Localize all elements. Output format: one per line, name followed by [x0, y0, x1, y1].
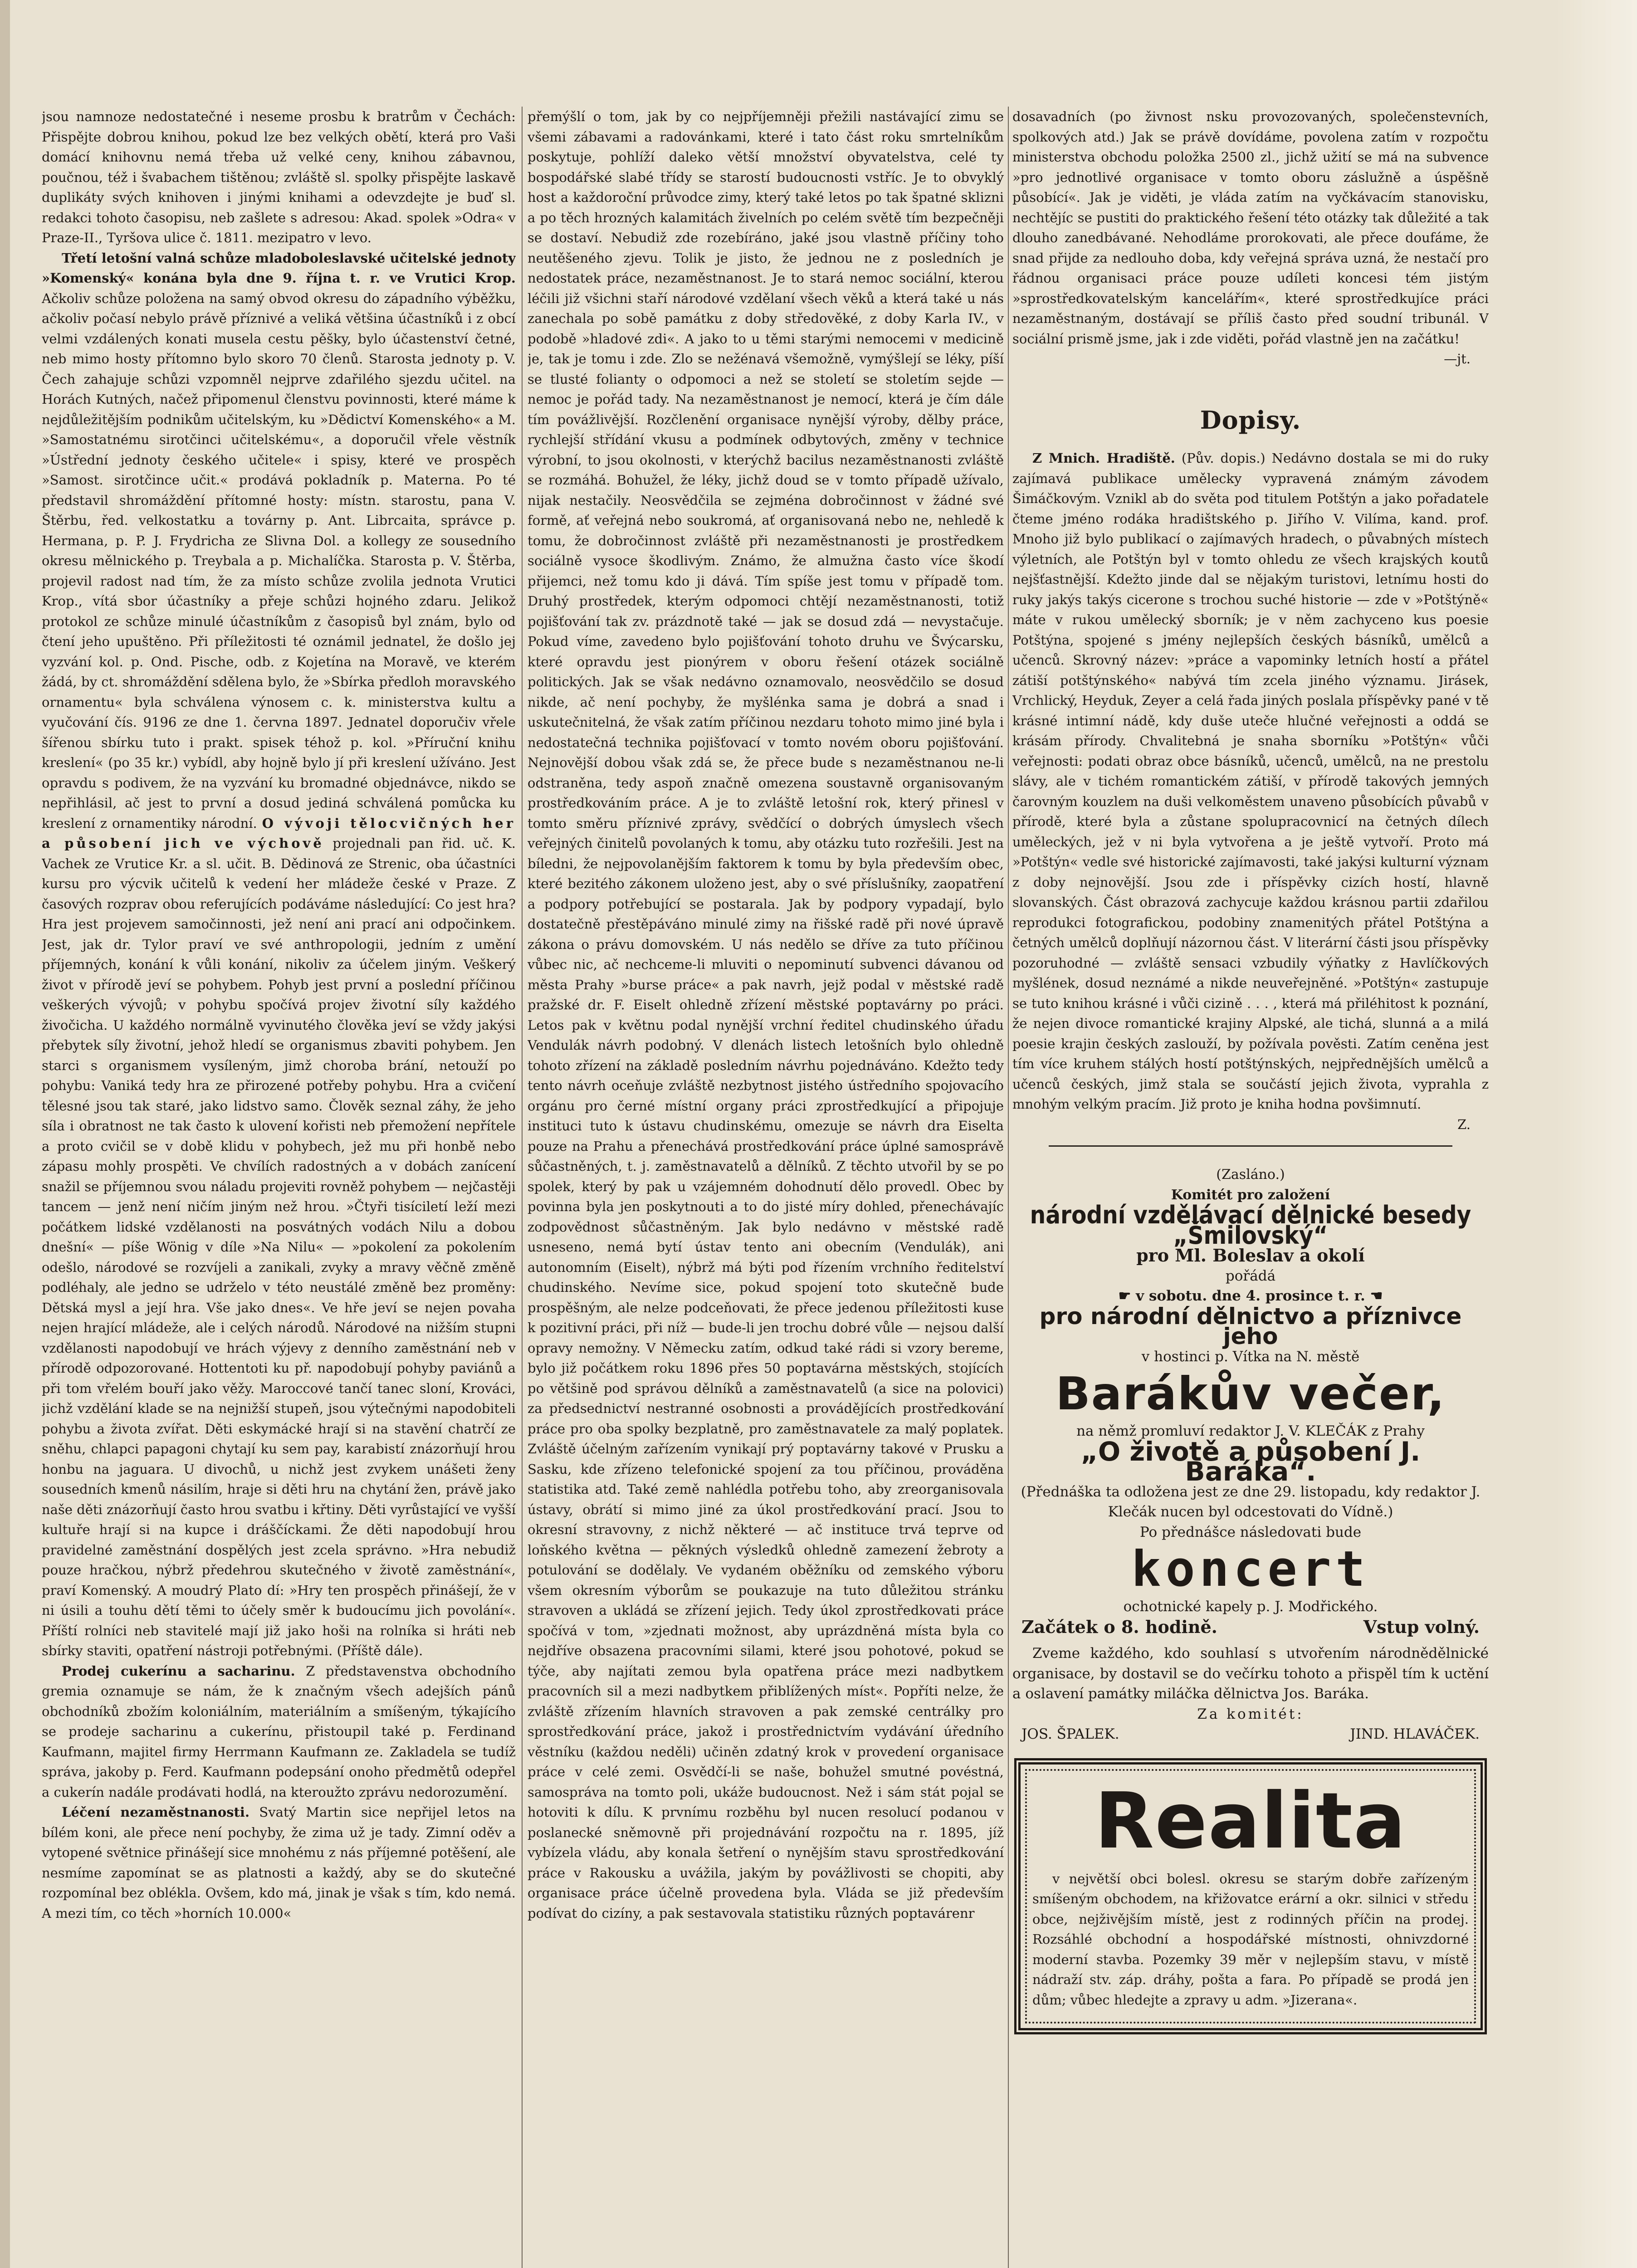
article-body: (Pův. dopis.) Nedávno dostala se mi do ruky zajímavá publikace umělecky vypravená známým závodem Šimáčkovým. Vznikl ab do světa pod titulem Potštýn a jako pořadatele čteme jméno rodáka hradištského p. Jiřího V. Vilíma, kand. prof. Mnoho již bylo publikací o zajímavých hradech, o půvabných místech výletních, ale Potštýn byl v tomto ohledu ze všech krajských koutů nejšťastnější. Kdežto jinde dal se nějakým turistovi, letnímu hosti do ruky jakýs takýs cicerone s trochou suché historie — zde v »Potštýně« máte v rukou umělecký sborník; je v něm zachyceno kus poesie Potštýna, spojené s jmény nejlepších českých básníků, umělců a učenců. Skrovný název: »práce a vapominky letních hostí a přátel zátiší potštýnského« nabývá tím zcela jiného významu. Jirásek, Vrchlický, Heyduk, Zeyer a celá řada jiných poslala příspěvky pané v tě krásné intimní nádě, kdy duše uteče hlučné veřejnosti a oddá se krásám přírody. Chvalitebná je snaha sborníku »Potštýn« vůči veřejnosti: podati obraz obce básníků, učenců, umělců, na ne prestolu slávy, ale v tichém romantickém zátiší, v přírodě takových jemných čarovným kouzlem na duši velkoměstem unaveno působících půvabů v přírodě, které byla a zůstane spolupracovnicí na četných dílech uměleckých, jež v ni byla vytvořena a je ještě vytvoří. Proto má »Potštýn« vedle své historické zajímavosti, také jakýsi kulturní význam z doby nejnovější. Jsou zde i příspěvky cizích hostí, hlavně slovanských. Část obrazová zachycuje každou krásnou partii zdařilou reprodukci fotografickou, podobiny znamenitých přátel Potštýna a četných umělců doplňují názornou část. V literární části jsou příspěvky pozoruhodné — zvláště sensaci vzbudily výňatky z Havlíčkových myšlének, dosud neznámé a nikde neuveřejněné. »Potštýn« zastupuje se tuto knihou krásné i vůči cizině . . . , která má přiléhitost k poznání, že nejen divoce romantické krajiny Alpské, ale tichá, slunná a a milá poesie krajin českých zaslouží, by požívala pověsti. Zatím ceněna jest tím více kruhem stálých hostí potštýnských, nejpřednějších umělců a učenců českých, jimž stala se součástí jejich života, vyprahla z mnohým velkým pracím. Již proto je kniha hodna povšimnutí.	[1012, 450, 1489, 1112]
ad-line: Po přednášce následovati bude	[1139, 1524, 1362, 1540]
ad-line: ☛ v sobotu. dne 4. prosince t. r. ☚	[1118, 1288, 1383, 1304]
article-text: přemýšlí o tom, jak by co nejpříjemněji přežili nastávající zimu se všemi zábavami a radovánkami, které i tato část roku smrtelníkům poskytuje, pohlíží daleko větší množství obyvatelstva, celé ty bospodářské slabé třídy se starostí budoucnosti vstříc. Je to obvyklý host a každoroční průvodce zimy, který také letos po tak špatné sklizni a po těch hrozných kalamitách živelních po celém světě tím bezpečněji se dostaví. Nebudiž zde rozebíráno, jaké jsou vlastně příčiny toho neutěšeného zjevu. Tolik je jisto, že jednou ne z posledních je nedostatek práce, nezaměstnanost. Je to stará nemoc sociální, kterou léčili již všichni staří národové vzdělaní všech věků a která také u nás zanechala po sobě památku z doby středověké, z doby Karla IV., v podobě »hladové zdi«. A jako to u těmi starými nemocemi v medicině je, tak je tomu i zde. Zlo se nežénavá všemožně, vymýšlejí se léky, píší se tlusté folianty o odpomoci a než se století se stoletím sejde — nemoc je pořád tady. Na nezaměstnanost je nemocí, která je čím dále tím povážlivější. Rozčlenění organisace nynější výroby, dělby práce, rychlejší střídání vkusu a podmínek odbytových, změny v technice výrobní, to jsou okolnosti, v kterýchž bacilus nezaměstnanosti zvláště se rozmáhá. Bohužel, že léky, jichž doud se v tomto případě užívalo, nijak nestačily. Neosvědčila se zejména dobročinnost v žádné své formě, ať veřejná nebo soukromá, ať organisovaná nebo ne, nehledě k tomu, že dobročinnost zvláště při nezaměstnanosti je prostředkem sociálně vysoce škodlivým. Známo, že almužna často více škodí přijemci, než tomu kdo ji dává. Tím spíše jest tomu v případě tom. Druhý prostředek, kterým odpomoci chtějí nezaměstnanosti, totiž pojišťování tak zv. prázdnotě také — jak se dosud zdá — nevystačuje. Pokud víme, zavedeno bylo pojišťování tohoto druhu ve Švýcarsku, které opravdu jest pionýrem v oboru řešení otázek sociálně politických. Jak se však nedávno oznamovalo, neosvědčilo se dosud nikde, ač není pochyby, že myšlénka sama je dobrá a snad i uskutečnitelná, že však zatím příčinou nezdaru tohoto mimo jiné byla i nedostatečná technika pojišťovací v tomto novém oboru pojišťování. Nejnovější dobou však zdá se, že přece bude s nezaměstnanou ne-li odstraněna, tedy aspoň značně omezena soustavně organisovaným prostředkováním práce. A je to zvláště letošní rok, který přinesl v tomto směru příznivé zprávy, svědčící o dobrých úmyslech všech veřejných činitelů povolaných k tomu, aby otázku tuto rozřešili. Jest na bíledni, že nejpovolanějším faktorem k tomu by byla především obec, které bezitého zákonem uloženo jest, aby o své příslušníky, zaopatření a podpory potřebující se postarala. Jak by podpory vypadají, bylo dostatečně přestěpáváno minulé zimy na řišské radě při nové úpravě zákona o právu domovském. U nás nedělo se dříve za tuto příčinou vůbec nic, ač nechceme-li mluviti o nepominutí subvenci dávanou od města Prahy »burse práce« a pak navrh, jejž podal v městské radě pražské dr. F. Eiselt ohledně zřízení městské poptavárny po práci. Letos pak v květnu podal nynější vrchní ředitel chudinského úřadu Vendulák návrh podobný. V dlenách listech letošních bylo ohledně tohoto zřízení na základě posledním návrhu pojednáváno. Kdežto tedy tento návrh oceňuje zvláště nezbytnost jistého ústředního spojovacího orgánu pro černé místní organy práci zprostředkující a připojuje instituci tuto k ústavu chudinskému, omezuje se návrh dra Eiselta pouze na Prahu a přenechává prostředkování práce úplné samosprávě sůčastněných, t. j. zaměstnavatelů a dělníků. Z těchto utvořil by se po spolek, který by pak u vzájemném dohodnutí dělo provedl. Obec by povinna byla jen poskytnouti a to do jisté míry dohled, přenechávajíc zodpovědnost sůčastněným. Jak bylo nedávno v městské radě usneseno, nemá bytí ústav tento ani obecním (Vendulák), ani autonomním (Eiselt), nýbrž má býti pod řízením vrchního ředitelství chudinského. Nevíme sice, pokud spojení toto skutečně bude prospěšným, ale nelze podceňovati, že přece jedenou příležitosti kuse k pozitivní práci, při níž — bude-li jen trochu dobré vůle — nejsou další opravy nemožny. V Německu zatím, odkud také rádi si vzory bereme, bylo již počátkem roku 1896 přes 50 poptavárna městských, stojících po většině pod správou dělníků a zaměstnavatelů (a sice na polovici) za předsednictví nestranné osobnosti a provádějících prostředkování práce pro oba spolky bezplatně, pro zaměstnavatele za malý poplatek. Zvláště účelným zařízením vynikají prý poptavárny takové v Prusku a Sasku, kde zřízeno telefonické spojení za tou příčinou, prováděna statistika atd. Také země nahlédla potřebu toho, aby zreorganisovala ústavy, obrátí si mimo jiné za úkol prostředkování prací. Jsou to okresní stravovny, z nichž některé — ač instituce trvá teprve od loňského května — pěkných výsledků ohledně zamezení žebroty a potulování se dodělaly. Ve vydaném oběžníku od zemského výboru všem okresním výborům se poukazuje na tuto důležitou stránku stravoven a ukládá se zřízení jejich. Tedy úkol zprostředkovati práce spočívá v tom, »zjednati možnost, aby uprázdněná místa byla co nejdříve obsazena pracovními silami, které jsou pohotové, pokud se týče, aby najítati zemou byla opatřena práce mezi nadbytkem pracovních sil a mezi nadbytkem přiblížených míst«. Popříti nelze, že zvláště zřízením hlavních stravoven a pak zemské centrálky pro sprostředkování práce, jakož i prostřednictvím vydávání úředního věstníku (každou neděli) učiněn zdatný krok v provedení organisace práce v celé zemi. Osvědčí-li se naše, bohužel smutné povéstná, samospráva na tomto poli, ukáže budoucnost. Než i sám stát pojal se hotoviti k dílu. K prvnímu rozběhu byl nucen resolucí podanou v poslanecké sněmovně při projednávání rozpočtu na r. 1895, jíž vybízela vládu, aby konala šetření o nynějším stavu sprostředkování práce v Rakousku a uvážila, jakým by povážlivosti se chopiti, aby organisace práce účelně provedena byla. Vláda se již především podívat do cizíny, a pak sestavovala statistiku různých poptavárenr	[528, 109, 1004, 1921]
ad-signatures: JOS. ŠPALEK. JIND. HLAVÁČEK.	[1021, 1726, 1480, 1742]
article-body: Ačkoliv schůze položena na samý obvod okresu do západního výběžku, ačkoliv počasí nebylo právě příznivé a veliká většina účastníků i z obcí velmi vzdálených konati musela cestu pěšky, bylo účastenství četné, neb mimo hosty přítomno bylo skoro 70 členů. Starosta jednoty p. V. Čech zahajuje schůzi vzpomněl nejprve zdařilého sjezdu učitel. na Horách Kutných, načež připomenul členstvu povinnosti, které máme k nejdůležitějším podnikům učitelským, ku »Dědictví Komenského« a M. »Samostatnému sirotčinci učitelskému«, a doporučil vřele věstník »Ústřední jednoty českého učitele« i spisy, které ve prospěch »Samost. sirotčince učit.« prodává pokladník p. Materna. Po té představil shromáždění přítomné hosty: místn. starostu, pana V. Štěrbu, řed. velkostatku a továrny p. Ant. Librcaita, správce p. Hermana, p. P. J. Frydricha ze Slivna Dol. a kollegy ze sousedního okresu mělnického p. Treybala a p. Michalíčka. Starosta p. V. Štěrba, projevil radost nad tím, že za místo schůze zvolila jednota Vrutici Krop., vítá sbor účastníky a přeje schůzi hojného zdaru. Jelikož protokol ze schůze minulé účastníkům z časopisů byl znám, bylo od čtení jeho upuštěno. Při příležitosti té oznámil jednatel, že došlo jej vyzvání kol. p. Ond. Pische, odb. z Kojetína na Moravě, ve kterém žádá, by ct. shromáždění sdělena bylo, že »Sbírka předloh moravského ornamentu« byla schválena výnosem c. k. ministerstva kultu a vyučování čís. 9196 ze dne 1. června 1897. Jednatel doporučiv vřele šířenou sbírku tuto i prakt. spisek téhož p. kol. »Příruční knihu kreslení« (po 35 kr.) vybídl, aby hojně bylo jí při kreslení užíváno. Jest opravdu s podivem, že na vyzvání ku bromadné objednávce, nikdo se nepřihlásil, ač jest to první a dosud jediná schválená pomůcka ku kreslení z ornamentiky národní.	[42, 290, 516, 831]
article-text: jsou namnoze nedostatečné i neseme prosbu k bratrům v Čechách: Přispějte dobrou knihou, pokud lze bez velkých obětí, která pro Vaši domácí knihovnu nemá třeba už velké ceny, knihou zábavnou, poučnou, též i švabachem tištěnou; zvláště sl. spolky přispějte laskavě duplikáty svých knihoven i jinými knihami a odevzdejte je buď sl. redakci tohoto časopisu, neb zašlete s adresou: Akad. spolek »Odra« v Praze-II., Tyršova ulice č. 1811. mezipatro v levo.	[42, 109, 516, 245]
article-signature: Z.	[1457, 1116, 1471, 1132]
ad-line: pro národní dělnictvo a příznivce jeho	[1039, 1303, 1462, 1349]
article-heading: Léčení nezaměstnanosti.	[62, 1804, 250, 1820]
ad-line: na němž promluví redaktor J. V. KLEČÁK z Prahy	[1076, 1423, 1425, 1439]
divider	[1049, 1145, 1452, 1147]
ad-line: koncert	[1131, 1541, 1370, 1598]
section-title: Dopisy.	[1200, 405, 1301, 435]
article-body: Z představenstva obchodního gremia oznamuje se nám, že k značným všech adejších pánů obchodníků zbožím koloniálním, materiálním a smíšeným, týkajícího se prodeje sacharinu a cukerínu, přistoupil také p. Ferdinand Kaufmann, majitel firmy Herrmann Kaufmann ze. Zakladela se tudíž správa, jakoby p. Ferd. Kaufmann podepsání onoho předmětů odepřel a cukerín nadále prodávati hodlá, na kteroužto zprávu nedorozumění.	[42, 1663, 516, 1800]
article-spaced-heading: O vývoji tělocvičných her a působení jich ve výchově	[42, 815, 516, 851]
page-edge-right	[1555, 0, 1637, 2268]
advertisement-realita	[1014, 1758, 1487, 2035]
ad-line: v hostinci p. Vítka na N. městě	[1141, 1348, 1360, 1365]
ad-line: (Přednáška ta odložena jest ze dne 29. listopadu, kdy redaktor J. Klečák nucen byl odcestovati do Vídně.)	[1021, 1483, 1481, 1520]
article-text	[42, 248, 516, 1661]
article-text	[42, 1661, 516, 1803]
ad-line: pořádá	[1225, 1267, 1276, 1284]
ad-line: (Zasláno.)	[1216, 1167, 1285, 1183]
column-rule	[522, 107, 523, 2268]
realita-text: v největší obci bolesl. okresu se starým dobře zařízeným smíšeným obchodem, na křižovatce erární a okr. silnici v středu obce, nejživějším místě, jest z rodinných příčin na prodej. Rozsáhlé obchodní a hospodářské místnosti, ohnivzdorné moderní stavba. Pozemky 39 měr v nejlepším stavu, v místě nádraží stv. záp. dráhy, pošta a fara. Po případě se prodá jen dům; vůbec hledejte a zpravy u adm. »Jizerana«.	[1032, 1871, 1469, 2008]
ad-line: Začátek o 8. hodině. Vstup volný.	[1021, 1616, 1480, 1637]
article-body: projednali pan řid. uč. K. Vachek ze Vrutice Kr. a sl. učit. B. Dědinová ze Strenic, oba účastníci kursu pro výcvik učitelů k vedení her mládeže české v Praze. Z časových rozprav obou referujících podáváme následující: Co jest hra? Hra jest projevem samočinnosti, jež není ani prací ani odpočinkem. Jest, jak dr. Tylor praví ve své anthropologii, jedním z umění příjemných, konání k vůli konání, nikoliv za účelem jiným. Veškerý život v přírodě jeví se pohybem. Pohyb jest první a poslední příčinou veškerých vývojů; v pohybu spočívá projev životní síly každého živočicha. U každého normálně vyvinutého člověka jeví se vždy jakýsi přebytek síly životní, jehož hledí se organismus zbaviti pohybem. Jen starci s organismem vysíleným, jimž choroba brání, netouží po pohybu: Vaniká tedy hra ze přirozené potřeby pohybu. Hra a cvičení tělesné jsou tak staré, jako lidstvo samo. Člověk seznal záhy, že jeho síla i obratnost ne tak často k ulovení kořisti neb přemožení nepřítele a proto cvičil se v době klidu v pohybech, jež mu při honbě nebo zápasu mohly prospěti. Ve chvílích radostných a v dobách zanícení snažil se příjemnou svou náladu projeviti rovněž pohybem — nejčastěji tancem — jenž není ničím jiným než hrou. »Čtyři tisíciletí leží mezi počátkem lidské vzdělanosti na posvátných vodách Nilu a dobou dnešní« — píše Wönig v díle »Na Nilu« — »pokolení za pokolením odešlo, národové se rozvíjeli a zanikali, zvyky a mravy věčně změně podléhaly, ale jedno se udrželo v této neustálé změně bez proměny: Dětská mysl a její hra. Vše jako dnes«. Ve hře jeví se nejen povaha nejen hrající mládeže, ale i celých národů. Národové na nižším stupni vzdělanosti napodobují ve hrách výjevy z denního zaměstnání neb v přírodě odpozorované. Hottentoti ku př. napodobují pohyby paviánů a při tom vřelém bouří jako věžy. Maroccové tančí tanec sloní, Krováci, jichž vzdělání klade se na nejnižší stupeň, jsou výtečnými napodobiteli pohybu a života zvířat. Děti eskymácké hrají si na stavění chatrčí ze sněhu, chlapci papagoni chytají ku sem pay, karabistí znázorňují hrou honbu na jaguara. U divochů, u nichž jest zvykem unášeti ženy sousedních kmenů násilím, hraje si děti hru na chytání žen, právě jako naše děti znázorňují často hrou svatbu i křtiny. Děti vyrůstající ve vyšší kultuře hrají si na kupce i dráščíckami. Že děti napodobují hrou pravidelné zaměstnání dospělých jest zcela správno. »Hra nebudiž pouze hračkou, nýbrž předehrou skutečného v životě zaměstnání«, praví Komenský. A moudrý Plato dí: »Hry ten prospěch přinášejí, že v ni úsili a touhu dětí těmi to účely směr k budoucímu jich povolání«. Příští rolníci neb stavitelé mají již jako hoši na rolníka si hráti neb sbírky staviti, opatření nástroji potřebnými. (Příště dále).	[42, 836, 516, 1658]
column-2	[528, 107, 1004, 2268]
article-text	[1012, 448, 1489, 1114]
ad-line: Zveme každého, kdo souhlasí s utvořením národnědělnické organisace, by dostavil se do večírku tohoto a přispěl tím k uctění a oslavení památky miláčka dělnictva Jos. Baráka.	[1012, 1645, 1489, 1702]
ad-line: Komitét pro založení	[1171, 1187, 1330, 1203]
ad-line: Za komitét:	[1197, 1706, 1304, 1722]
article-heading: Třetí letošní valná schůze mladoboleslavské učitelské jednoty »Komenský« konána byla dne 9. října t. r. ve Vrutici Krop.	[42, 250, 516, 286]
ad-line: „O životě a působení J. Baráka“.	[1080, 1436, 1421, 1487]
advertisement-barak-evening	[1012, 1165, 1489, 1745]
article-body: Svatý Martin sice nepřijel letos na bílém koni, ale přece není pochyby, že zima už je tady. Zimní oděv a vytopené světnice přinášejí sice mnohému z nás příjemné potěšení, ale nesmíme zapomínat se as platnosti a každý, aby se do skutečné rozpomínal bez oblékla. Ovšem, kdo má, jinak je však s tím, kdo nemá. A mezi tím, co těch »horních 10.000«	[42, 1804, 516, 1921]
column-3	[1012, 107, 1489, 2268]
article-heading: Z Mnich. Hradiště.	[1032, 450, 1175, 466]
article-signature: —jt.	[1444, 351, 1471, 367]
article-heading: Prodej cukerínu a sacharinu.	[62, 1663, 295, 1679]
ad-line: pro Ml. Boleslav a okolí	[1136, 1245, 1365, 1266]
ad-line: národní vzdělávací dělnické besedy „Šmilovský“	[1030, 1201, 1471, 1250]
ad-line: ochotnické kapely p. J. Modřického.	[1123, 1598, 1378, 1615]
article-text: dosavadních (po živnost nsku provozovaných, společenstevních, spolkových atd.) Jak se právě dovídáme, povolena zatím v rozpočtu ministerstva obchodu položka 2500 zl., jichž užití se má na subvence »pro jednotlivé organisace v tomto oboru záslužně a úspěšně působící«. Jak je viděti, je vláda zatím na vyčkávacím stanovisku, nechtějíc se pustiti do praktického řešení této otázky tak důležité a tak dlouho zanedbávané. Nehodláme prorokovati, ale přece doufáme, že snad přijde za nedlouho doba, kdy veřejná správa uzná, že nestačí pro řádnou organisaci práce pouze udíleti koncesi tém jistým »sprostředkovatelským kancelářím«, které sprostředkujíce práci nezaměstnaným, dostávají se příliš často před soudní tribunál. V sociální prismě jsme, jak i zde viděti, pořád vlastně jen na začátku!	[1012, 109, 1489, 347]
pointing-hand-icon: ☚	[1365, 1288, 1383, 1304]
realita-title: Realita	[1095, 1776, 1407, 1866]
column-1	[42, 107, 516, 2268]
ad-line: Barákův večer,	[1055, 1367, 1446, 1420]
pointing-hand-icon: ☛	[1118, 1288, 1136, 1304]
page-edge-left	[0, 0, 10, 2268]
article-text	[42, 1802, 516, 1923]
column-rule	[1008, 107, 1009, 2268]
